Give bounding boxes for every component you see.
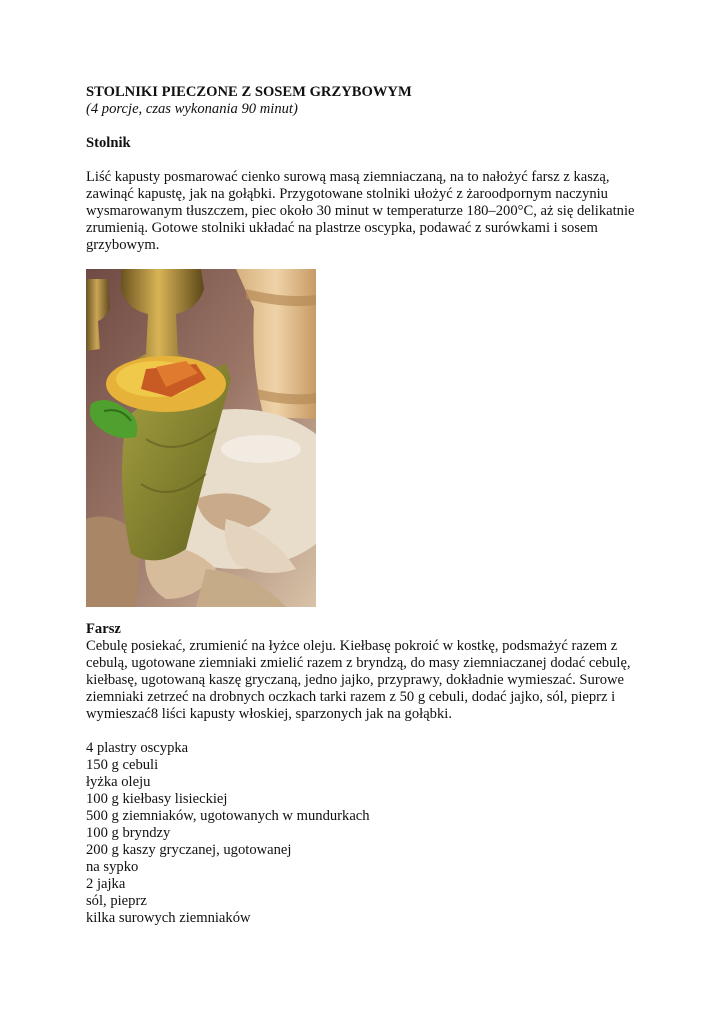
ingredient-item: kilka surowych ziemniaków <box>86 910 251 926</box>
ingredient-item: 200 g kaszy gryczanej, ugotowanej <box>86 842 292 858</box>
ingredient-list <box>86 740 646 927</box>
ingredient-item: łyżka oleju <box>86 774 151 790</box>
dish-photo <box>86 269 316 607</box>
ingredient-item: 100 g bryndzy <box>86 825 171 841</box>
recipe-title: STOLNIKI PIECZONE Z SOSEM GRZYBOWYM <box>86 84 412 100</box>
ingredient-item: na sypko <box>86 859 139 875</box>
ingredient-item: 100 g kiełbasy lisieckiej <box>86 791 228 807</box>
ingredient-item: 2 jajka <box>86 876 126 892</box>
section-heading-stolnik: Stolnik <box>86 135 131 151</box>
ingredient-item: 150 g cebuli <box>86 757 159 773</box>
recipe-document <box>86 84 646 927</box>
stolnik-instructions: Liść kapusty posmarować cienko surową masą ziemniaczaną, na to nałożyć farsz z kaszą, zawinąć kapustę, jak na gołąbki. Przygotowane stolniki ułożyć z żaroodpornym naczyniu wysmarowanym tłuszczem, piec około 30 minut w temperaturze 180–200°C, aż się delikatnie zrumienią. Gotowe stolniki układać na plastrze oscypka, podawać z surówkami i sosem grzybowym. <box>86 169 635 253</box>
ingredient-item: sól, pieprz <box>86 893 147 909</box>
section-heading-farsz: Farsz <box>86 621 121 637</box>
ingredient-item: 4 plastry oscypka <box>86 740 189 756</box>
farsz-instructions: Cebulę posiekać, zrumienić na łyżce oleju. Kiełbasę pokroić w kostkę, podsmażyć razem z cebulą, ugotowane ziemniaki zmielić razem z bryndzą, do masy ziemniaczanej dodać cebulę, kiełbasę, ugotowaną kaszę gryczaną, jedno jajko, przyprawy, dokładnie wymieszać. Surowe ziemniaki zetrzeć na drobnych oczkach tarki razem z 50 g cebuli, dodać jajko, sól, pieprz i wymieszać8 liści kapusty włoskiej, sparzonych jak na gołąbki. <box>86 638 631 722</box>
recipe-subtitle: (4 porcje, czas wykonania 90 minut) <box>86 101 298 117</box>
ingredient-item: 500 g ziemniaków, ugotowanych w mundurkach <box>86 808 370 824</box>
